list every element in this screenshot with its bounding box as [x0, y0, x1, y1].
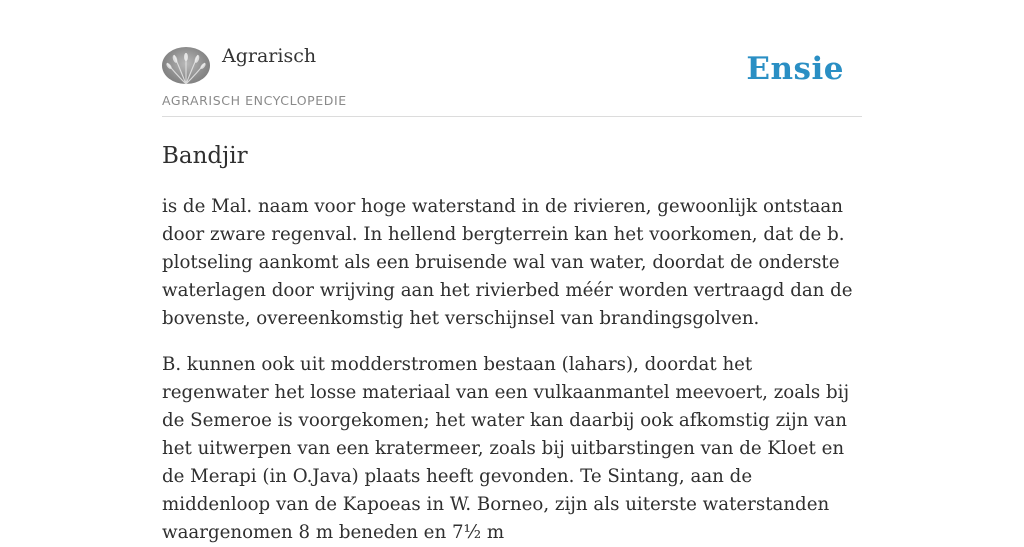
page: [162, 0, 862, 547]
page-title: Bandjir: [162, 143, 248, 169]
article-paragraph-2: B. kunnen ook uit modderstromen bestaan (lahars), doordat het regenwater het losse materiaal van een vulkaanmantel meevoert, zoals bij de Semeroe is voorgekomen; het water kan daarbij ook afkomstig zijn van het uitwerpen van een kratermeer, zoals bij uitbarstingen van de Kloet en de Merapi (in O.Java) plaats heeft gevonden. Te Sintang, aan de middenloop van de Kapoeas in W. Borneo, zijn als uiterste waterstanden waargenomen 8 m beneden en 7½ m: [162, 354, 850, 543]
wheat-ears-icon[interactable]: [162, 47, 210, 84]
ensie-logo[interactable]: Ensie: [746, 51, 844, 87]
site-header: [162, 0, 862, 117]
site-subtitle: AGRARISCH ENCYCLOPEDIE: [162, 93, 347, 108]
article-paragraph-1: is de Mal. naam voor hoge waterstand in de rivieren, gewoonlijk ontstaan door zware regenval. In hellend bergterrein kan het voorkomen, dat de b. plotseling aankomt als een bruisende wal van water, doordat de onderste waterlagen door wrijving aan het rivierbed méér worden vertraagd dan de bovenste, overeenkomstig het verschijnsel van brandingsgolven.: [162, 196, 853, 329]
site-name[interactable]: Agrarisch: [222, 45, 317, 67]
